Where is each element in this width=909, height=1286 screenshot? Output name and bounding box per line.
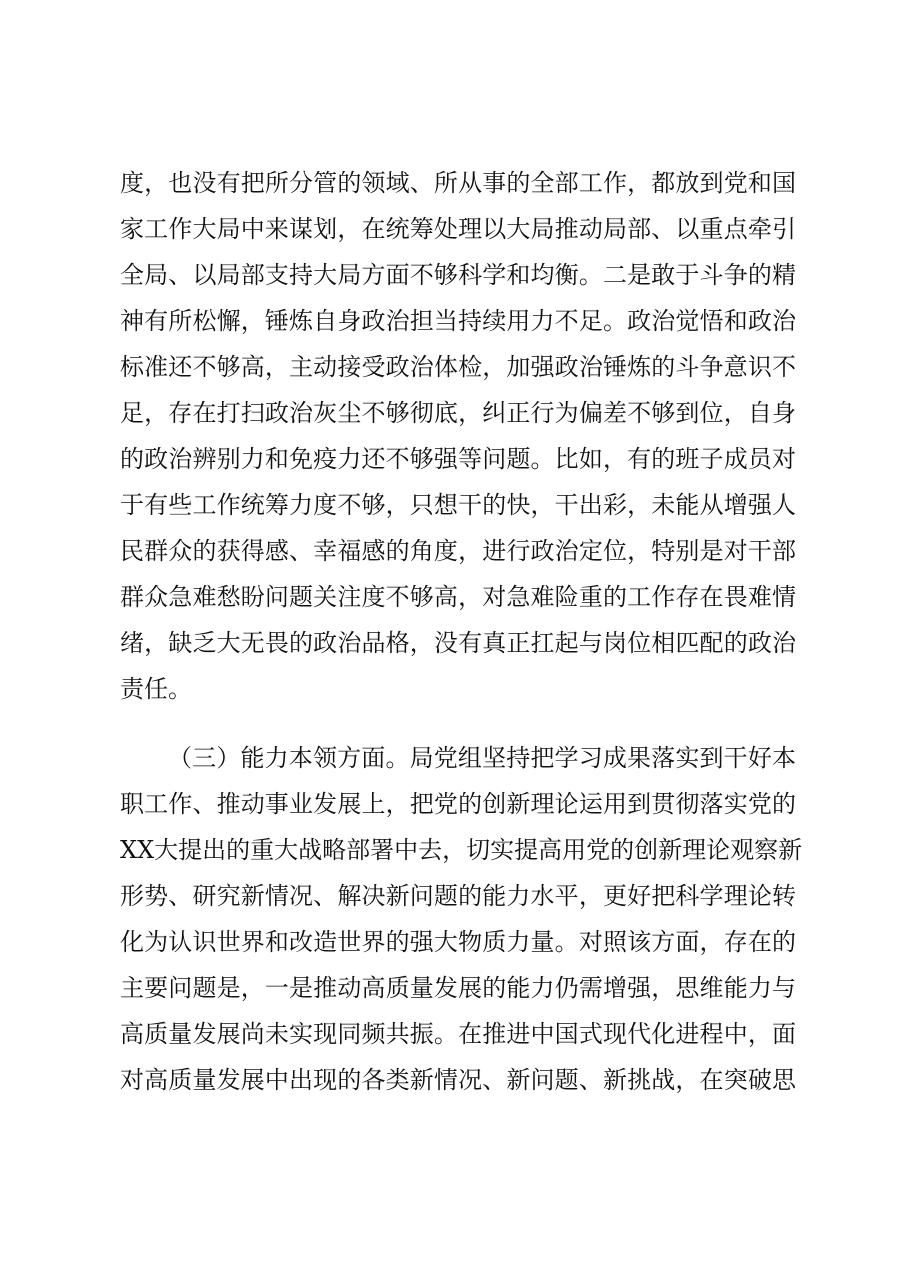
text-line: 对高质量发展中出现的各类新情况、新问题、新挑战，在突破思 xyxy=(120,1066,796,1094)
text-line: 绪，缺乏大无畏的政治品格，没有真正扛起与岗位相匹配的政治 xyxy=(120,629,796,657)
text-line: 主要问题是，一是推动高质量发展的能力仍需增强，思维能力与 xyxy=(120,974,796,1002)
text-line: 家工作大局中来谋划，在统筹处理以大局推动局部、以重点牵引 xyxy=(120,215,796,243)
text-line: 度，也没有把所分管的领域、所从事的全部工作，都放到党和国 xyxy=(120,169,796,197)
text-line: 的政治辨别力和免疫力还不够强等问题。比如，有的班子成员对 xyxy=(120,445,796,473)
section-heading-line: （三）能力本领方面。局党组坚持把学习成果落实到干好本 xyxy=(168,744,796,772)
text-line: 于有些工作统筹力度不够，只想干的快，干出彩，未能从增强人 xyxy=(120,491,796,519)
text-line: 职工作、推动事业发展上，把党的创新理论运用到贯彻落实党的 xyxy=(120,790,796,818)
text-line: 民群众的获得感、幸福感的角度，进行政治定位，特别是对干部 xyxy=(120,537,796,565)
text-line: 足，存在打扫政治灰尘不够彻底，纠正行为偏差不够到位，自身 xyxy=(120,399,796,427)
text-line: 神有所松懈，锤炼自身政治担当持续用力不足。政治觉悟和政治 xyxy=(120,307,796,335)
text-line: 形势、研究新情况、解决新问题的能力水平，更好把科学理论转 xyxy=(120,882,796,910)
text-line: 化为认识世界和改造世界的强大物质力量。对照该方面，存在的 xyxy=(120,928,796,956)
text-line: 高质量发展尚未实现同频共振。在推进中国式现代化进程中，面 xyxy=(120,1020,796,1048)
text-line: XX大提出的重大战略部署中去，切实提高用党的创新理论观察新 xyxy=(120,836,803,864)
text-line: 全局、以局部支持大局方面不够科学和均衡。二是敢于斗争的精 xyxy=(120,261,796,289)
text-line: 责任。 xyxy=(120,675,192,703)
text-line: 群众急难愁盼问题关注度不够高，对急难险重的工作存在畏难情 xyxy=(120,583,796,611)
text-line: 标准还不够高，主动接受政治体检，加强政治锤炼的斗争意识不 xyxy=(120,353,796,381)
